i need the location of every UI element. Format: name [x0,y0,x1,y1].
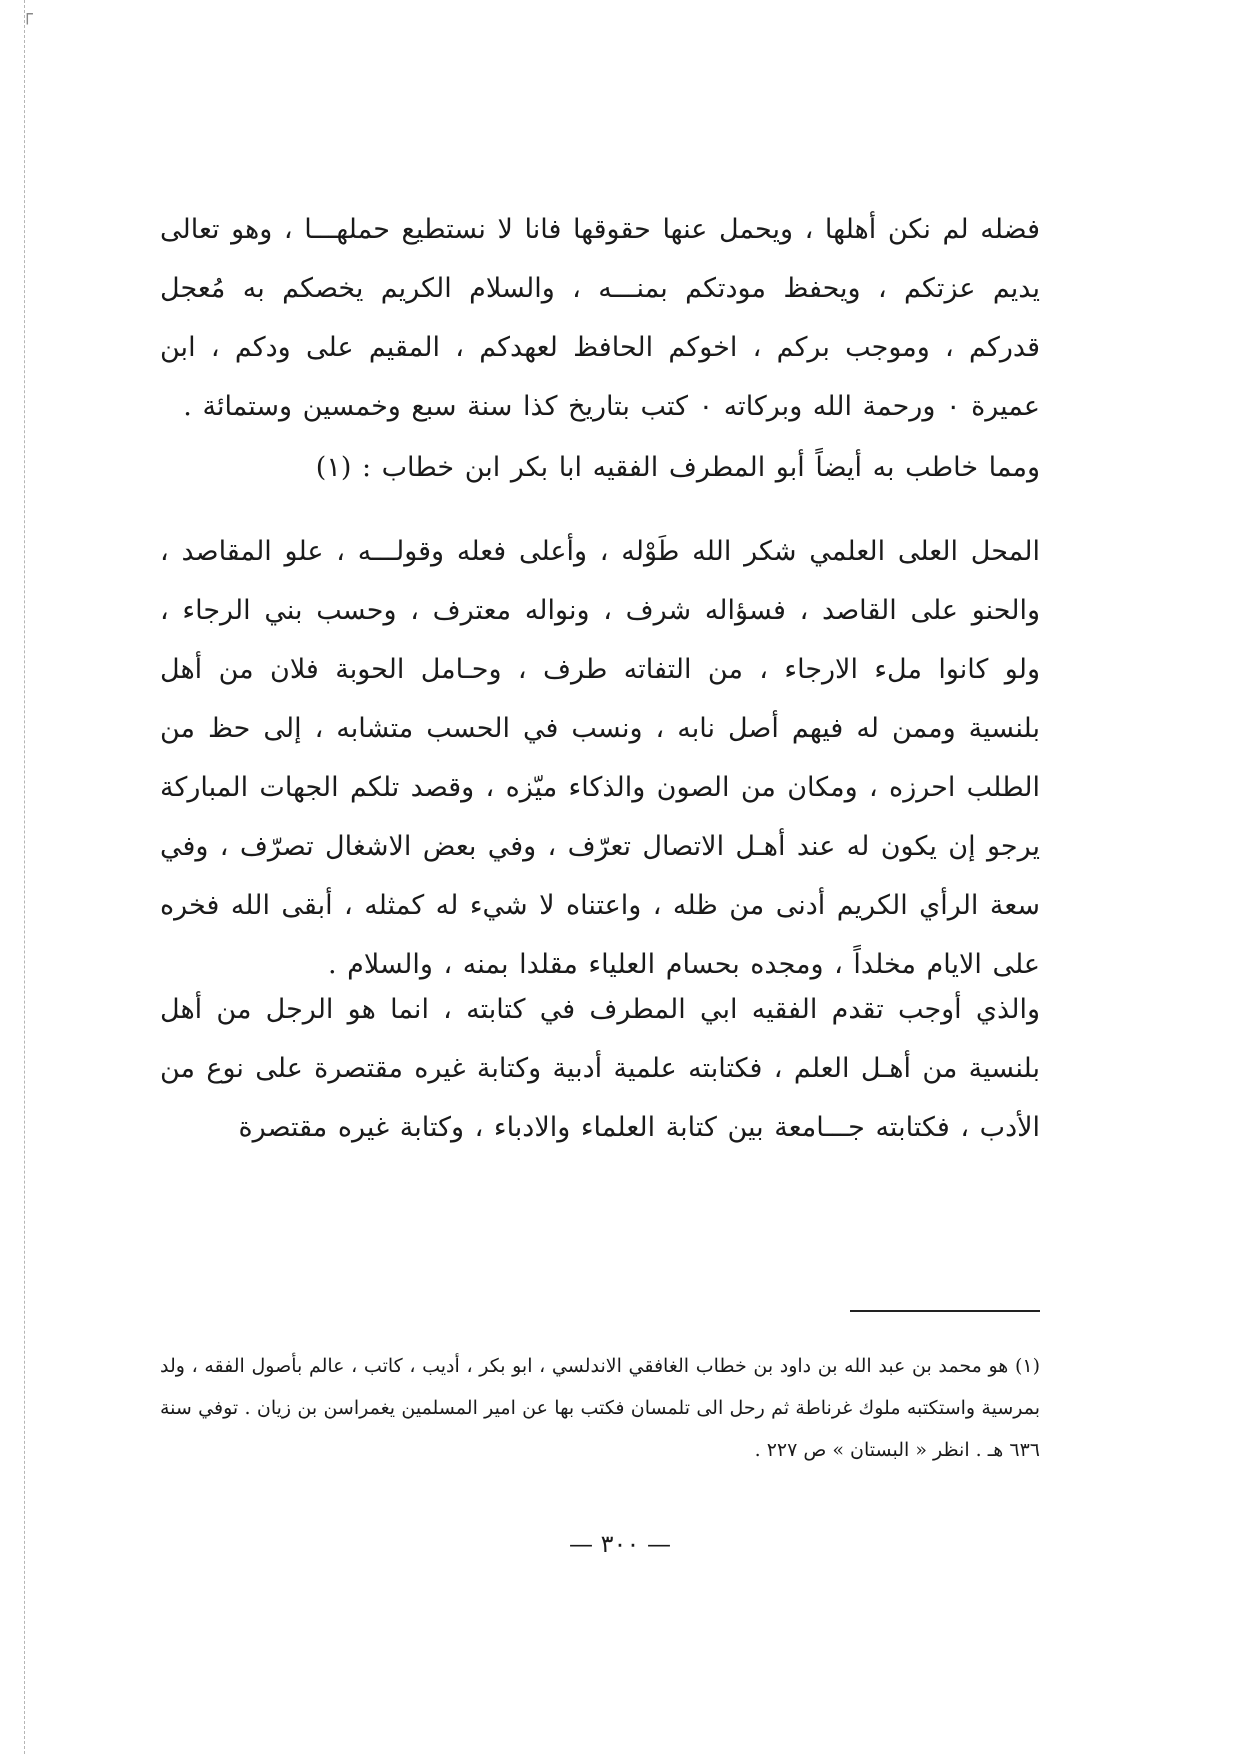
letter-closing-paragraph [160,200,1040,436]
footnote [160,1345,1040,1471]
footnote-separator [850,1310,1040,1312]
commentary-paragraph [160,980,1040,1157]
scan-binding-edge [24,0,25,1754]
page-number: — ٣٠٠ — [569,1530,671,1558]
paragraph-3-text: والذي أوجب تقدم الفقيه ابي المطرف في كتابته ، انما هو الرجل من أهل بلنسية من أهـل العلم ، فكتابته علمية أدبية وكتابة غيره مقتصرة على نوع من الأدب ، فكتابته جـــامعة بين كتابة العلماء والادباء ، وكتابة غيره مقتصرة [160,994,1040,1143]
heading-line-text: ومما خاطب به أيضاً أبو المطرف الفقيه ابا بكر ابن خطاب : (١) [315,452,1040,483]
footnote-text: (١) هو محمد بن عبد الله بن داود بن خطاب الغافقي الاندلسي ، ابو بكر ، أديب ، كاتب ، عالم بأصول الفقه ، ولد بمرسية واستكتبه ملوك غرناطة ثم رحل الى تلمسان فكتب بها عن امير المسلمين يغمراسن بن زيان . توفي سنة ٦٣٦ هـ . انظر « البستان » ص ٢٢٧ . [160,1355,1040,1461]
scan-corner-mark: ┌ [22,4,33,25]
section-heading [160,438,1040,497]
paragraph-1-text: فضله لم نكن أهلها ، ويحمل عنها حقوقها فانا لا نستطيع حملهـــا ، وهو تعالى يديم عزتكم ، ويحفظ مودتكم بمنـــه ، والسلام الكريم يخصكم به مُعجل قدركم ، وموجب بركم ، اخوكم الحافظ لعهدكم ، المقيم على ودكم ، ابن عميرة ٠ ورحمة الله وبركاته ٠ كتب بتاريخ كذا سنة سبع وخمسين وستمائة . [160,214,1040,422]
letter-to-ibn-khattab-paragraph [160,522,1040,994]
paragraph-2-text: المحل العلى العلمي شكر الله طَوْله ، وأعلى فعله وقولـــه ، علو المقاصد ، والحنو على القاصد ، فسؤاله شرف ، ونواله معترف ، وحسب بني الرجاء ، ولو كانوا ملء الارجاء ، من التفاته طرف ، وحـامل الحوبة فلان من أهل بلنسية وممن له فيهم أصل نابه ، ونسب في الحسب متشابه ، إلى حظ من الطلب احرزه ، ومكان من الصون والذكاء ميّزه ، وقصد تلكم الجهات المباركة يرجو إن يكون له عند أهـل الاتصال تعرّف ، وفي بعض الاشغال تصرّف ، وفي سعة الرأي الكريم أدنى من ظله ، واعتناه لا شيء له كمثله ، أبقى الله فخره على الايام مخلداً ، ومجده بحسام العلياء مقلدا بمنه ، والسلام . [160,536,1040,980]
